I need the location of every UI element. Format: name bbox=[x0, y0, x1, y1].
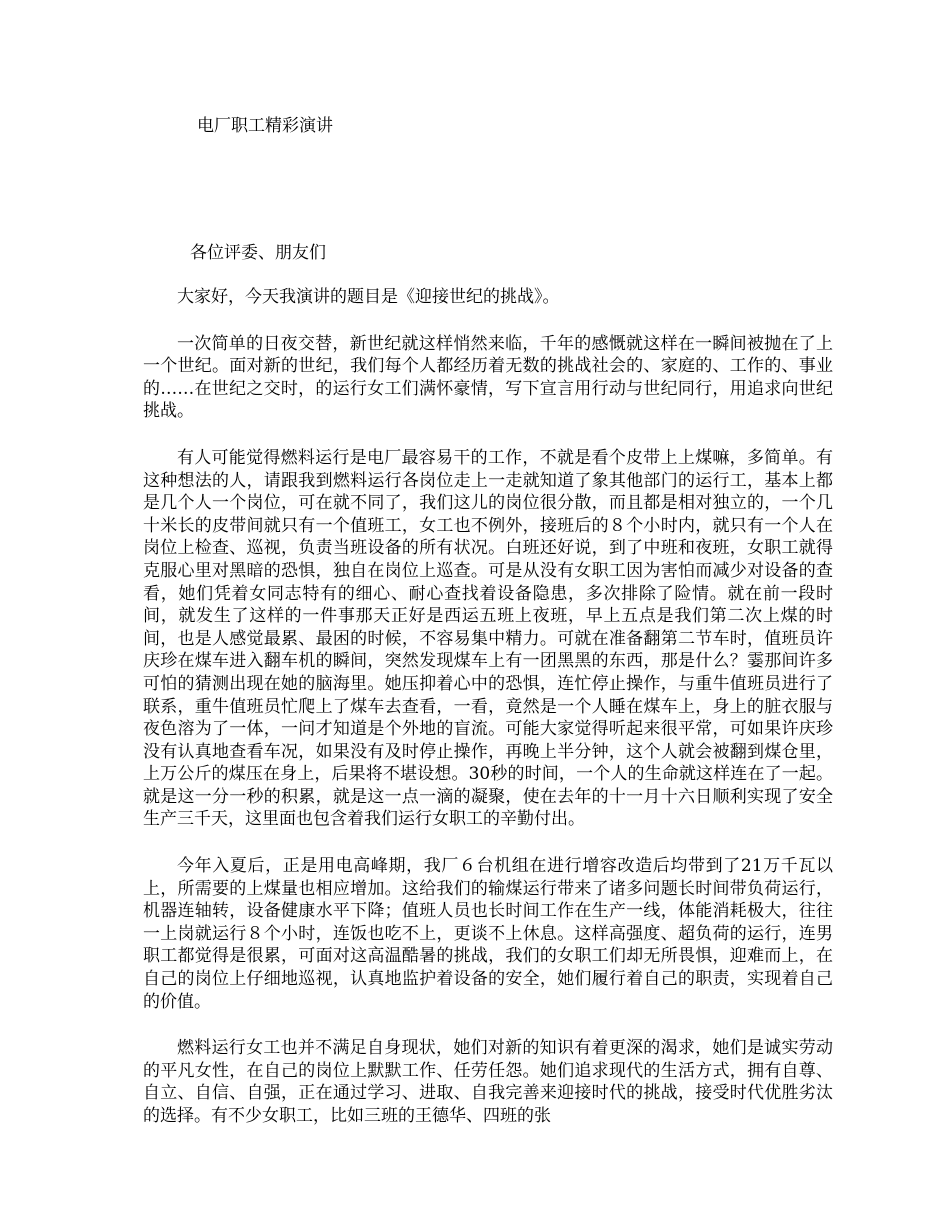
paragraph-female-workers: 燃料运行女工也并不满足自身现状，她们对新的知识有着更深的渴求，她们是诚实劳动的平凡女性，在自己的岗位上默默工作、任劳任怨。她们追求现代的生活方式，拥有自尊、自立、自信、自强，正在通过学习、进取、自我完善来迎接时代的挑战，接受时代优胜劣汰的选择。有不少女职工，比如三班的王德华、四班的张 bbox=[143, 1038, 833, 1126]
document-title: 电厂职工精彩演讲 bbox=[197, 116, 333, 136]
paragraph-summer-peak: 今年入夏后，正是用电高峰期，我厂６台机组在进行增容改造后均带到了21万千瓦以上，所需要的上煤量也相应增加。这给我们的输煤运行带来了诸多问题长时间带负荷运行，机器连轴转，设备健康水平下降；值班人员也长时间工作在生产一线，体能消耗极大，往往一上岗就运行８个小时，连饭也吃不上，更谈不上休息。这样高强度、超负荷的运行，连男职工都觉得是很累，可面对这高温酷暑的挑战，我们的女职工们却无所畏惧，迎难而上，在自己的岗位上仔细地巡视，认真地监护着设备的安全，她们履行着自己的职责，实现着自己的价值。 bbox=[143, 856, 833, 1012]
paragraph-fuel-operation: 有人可能觉得燃料运行是电厂最容易干的工作，不就是看个皮带上上煤嘛，多简单。有这种想法的人，请跟我到燃料运行各岗位走上一走就知道了象其他部门的运行工，基本上都是几个人一个岗位，可在就不同了，我们这儿的岗位很分散，而且都是相对独立的，一个几十米长的皮带间就只有一个值班工，女工也不例外，接班后的８个小时内，就只有一个人在岗位上检查、巡视，负责当班设备的所有状况。白班还好说，到了中班和夜班，女职工就得克服心里对黑暗的恐惧，独自在岗位上巡查。可是从没有女职工因为害怕而减少对设备的查看，她们凭着女同志特有的细心、耐心查找着设备隐患，多次排除了险情。就在前一段时间，就发生了这样的一件事那天正好是西运五班上夜班，早上五点是我们第二次上煤的时间，也是人感觉最累、最困的时候，不容易集中精力。可就在准备翻第二节车时，值班员许庆珍在煤车进入翻车机的瞬间，突然发现煤车上有一团黑黑的东西，那是什么？霎那间许多可怕的猜测出现在她的脑海里。她压抑着心中的恐惧，连忙停止操作，与重牛值班员进行了联系，重牛值班员忙爬上了煤车去查看，一看，竟然是一个人睡在煤车上，身上的脏衣服与夜色溶为了一体，一问才知道是个外地的盲流。可能大家觉得听起来很平常，可如果许庆珍没有认真地查看车况，如果没有及时停止操作，再晚上半分钟，这个人就会被翻到煤仓里，上万公斤的煤压在身上，后果将不堪设想。30秒的时间，一个人的生命就这样连在了一起。就是这一分一秒的积累，就是这一点一滴的凝聚，使在去年的十一月十六日顺利实现了安全生产三千天，这里面也包含着我们运行女职工的辛勤付出。 bbox=[143, 447, 833, 830]
paragraph-greeting: 大家好，今天我演讲的题目是《迎接世纪的挑战》。 bbox=[177, 287, 560, 307]
speech-body bbox=[143, 286, 833, 1152]
salutation: 各位评委、朋友们 bbox=[190, 243, 326, 263]
paragraph-new-century: 一次简单的日夜交替，新世纪就这样悄然来临，千年的感慨就这样在一瞬间被抛在了上一个世纪。面对新的世纪，我们每个人都经历着无数的挑战社会的、家庭的、工作的、事业的……在世纪之交时，的运行女工们满怀豪情，写下宣言用行动与世纪同行，用追求向世纪挑战。 bbox=[143, 333, 833, 422]
